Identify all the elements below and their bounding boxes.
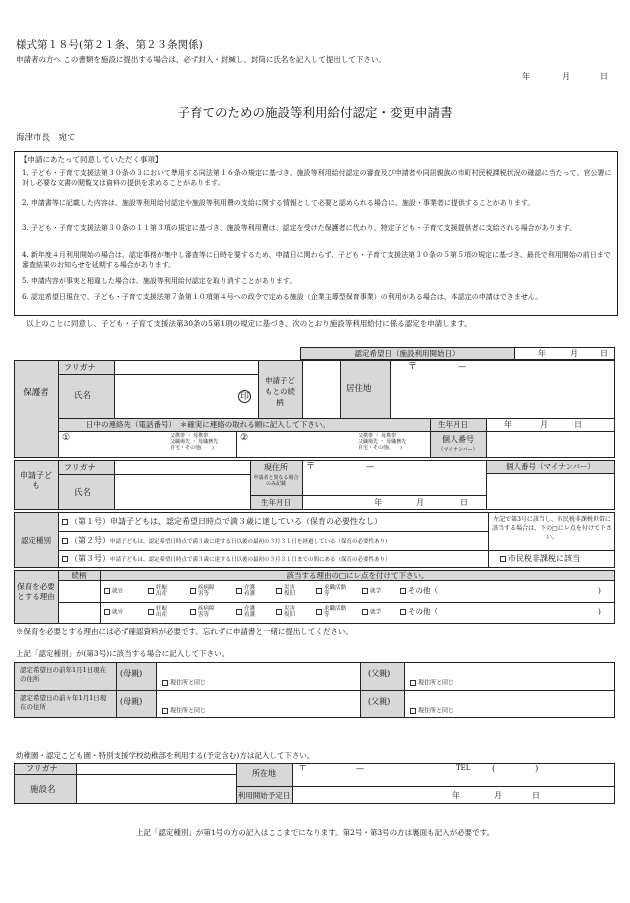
hoiku-row-1 <box>104 585 614 600</box>
header-date-day: 日 <box>600 72 608 81</box>
kibo-day[interactable]: 日 <box>600 349 608 358</box>
checkbox-icon[interactable] <box>148 609 154 615</box>
header-date-year: 年 <box>522 72 530 81</box>
child-furigana-label: フリガナ <box>64 463 96 472</box>
sec3-row2-label: 認定希望日の前々年1月1日現在の住所 <box>20 694 107 711</box>
sec4-facility-label: 施設名 <box>30 785 56 795</box>
instruction: 申請者の方へ この書類を施設に提出する場合は、必ず封入・封緘し、封筒に氏名を記入して提出して下さい。 <box>16 55 386 64</box>
child-birth-month[interactable]: 月 <box>416 498 424 507</box>
guardian-mynumber-sub: （マイナンバー） <box>438 447 478 453</box>
guardian-mynumber-label: 個人番号 <box>442 435 474 444</box>
sec3-same-mother-1[interactable]: 現住所と同じ <box>162 680 206 687</box>
guardian-label: 保護者 <box>23 388 49 398</box>
child-name-label: 氏名 <box>74 488 92 498</box>
contact-header: 日中の連絡先（電話番号） ＊確実に連絡の取れる順に記入して下さい。 <box>86 420 330 429</box>
contact-2-label: ② <box>240 433 249 443</box>
seal-icon: 印 <box>239 392 249 402</box>
sec4-tel-label: TEL <box>456 764 471 772</box>
child-birth-year[interactable]: 年 <box>374 498 382 507</box>
guardian-name-label: 氏名 <box>74 391 92 401</box>
reason-2-3[interactable]: 疾病障害等 <box>190 606 218 618</box>
sec4-start-month[interactable]: 月 <box>494 791 502 800</box>
nintei-opt2[interactable]: （第２号）申請子どもは、認定希望日時点で満３歳に達する日以後の最初の３月３１日を経過している（保育の必要性あり） <box>62 537 391 546</box>
footer-note: 上記「認定種別」が第1号の方の記入はここまでになります。第2号・第3号の方は裏面も記入が必要です。 <box>135 828 495 837</box>
reason-1-1[interactable]: 就労 <box>104 588 123 595</box>
reason-1-7[interactable]: 就学 <box>362 588 381 595</box>
checkbox-icon[interactable] <box>162 680 168 686</box>
sec3-same-father-2[interactable]: 現住所と同じ <box>410 708 454 715</box>
reason-1-6[interactable]: 求職活動等 <box>316 585 346 597</box>
reason-1-5[interactable]: 災害復旧 <box>276 585 298 597</box>
reason-2-5[interactable]: 災害復旧 <box>276 606 298 618</box>
reason-1-2[interactable]: 妊娠出産 <box>148 585 170 597</box>
checkbox-icon[interactable] <box>62 519 68 525</box>
child-label: 申請子ども <box>20 471 52 490</box>
reason-1-close: ) <box>598 586 601 595</box>
consent-item-6: 6. 認定希望日現在で、子ども・子育て支援法第７条第１０項第４号への政令で定める施設（企業主導型保育事業）の利用がある場合は、本認定の申請はできません。 <box>22 293 543 301</box>
guardian-birth-day[interactable]: 日 <box>574 420 582 429</box>
guardian-birth-year[interactable]: 年 <box>504 420 512 429</box>
reason-2-2[interactable]: 妊娠出産 <box>148 606 170 618</box>
page-title: 子育てのための施設等利用給付認定・変更申請書 <box>177 105 453 120</box>
sec4-furigana: フリガナ <box>26 764 58 773</box>
checkbox-icon[interactable] <box>62 538 68 544</box>
checkbox-icon[interactable] <box>190 609 196 615</box>
sec3-intro: 上記「認定種別」が(第3号)に該当する場合に記入して下さい。 <box>16 649 230 658</box>
consent-agree: 以上のことに同意し、子ども・子育て支援法第30条の5第1項の規定に基づき、次のとおり施設等利用給付に係る認定を申請します。 <box>26 319 472 328</box>
nintei-opt3[interactable]: （第３号）申請子どもは、認定希望日時点で満３歳に達する日以後の最初の３月３１日までの間にある（保育の必要性あり） <box>62 555 391 564</box>
sec4-location-label: 所在地 <box>252 769 276 778</box>
checkbox-icon[interactable] <box>500 556 506 562</box>
child-postal-dash: — <box>366 462 374 471</box>
current-address-sub: 申請者と異なる場合のみ記載 <box>253 475 299 487</box>
hoiku-relation-col: 続柄 <box>71 571 87 580</box>
relation-label: 申請子どもとの続柄 <box>265 376 295 407</box>
guardian-name-input[interactable] <box>116 376 254 416</box>
sec3-row1-label: 認定希望日の前年1月1日現在の住所 <box>20 666 107 683</box>
checkbox-icon[interactable] <box>104 609 110 615</box>
checkbox-icon[interactable] <box>162 708 168 714</box>
checkbox-icon[interactable] <box>62 556 68 562</box>
residence-label: 居住地 <box>346 384 372 394</box>
reason-1-4[interactable]: 介護看護 <box>236 585 258 597</box>
sec3-same-mother-2[interactable]: 現住所と同じ <box>162 708 206 715</box>
checkbox-icon[interactable] <box>400 588 406 594</box>
hikazei-checkbox[interactable]: 市民税非課税に該当 <box>500 555 580 563</box>
consent-item-2: 2. 申請書等に記載した内容は、施設等利用給付認定や施設等利用費の支給に関する情報として必要と認められる場合に、施設・事業者に提供することがあります。 <box>22 199 535 207</box>
nintei-opt1[interactable]: （第１号）申請子どもは、認定希望日時点で満３歳に達している（保育の必要性なし） <box>62 518 382 526</box>
reason-2-6[interactable]: 求職活動等 <box>316 606 346 618</box>
reason-2-close: ) <box>598 607 601 616</box>
current-address-label: 現住所 <box>264 463 288 472</box>
form-id: 様式第１８号(第２１条、第２３条関係) <box>16 39 203 51</box>
sec4-start-label: 利用開始予定日 <box>237 791 291 800</box>
contact-1-options: 父携帯 ・ 母携帯 父職場先 ・ 母職務先 自宅・その他( ) <box>170 433 219 451</box>
child-mynumber-label: 個人番号（マイナンバー） <box>506 462 595 471</box>
checkbox-icon[interactable] <box>276 609 282 615</box>
sec4-postal-icon: 〒 <box>298 763 308 773</box>
reason-2-8[interactable]: その他（ <box>400 608 438 616</box>
sec3-father-1: (父親) <box>368 669 391 678</box>
sec4-postal-dash: — <box>356 764 364 773</box>
consent-item-5: 5. 申請内容が事実と相違した場合は、施設等利用給付認定を取り消すことがあります。 <box>22 277 297 285</box>
contact-2-options: 父携帯 ・ 母携帯 父職場先 ・ 母職務先 自宅・その他( ) <box>358 433 407 451</box>
sec3-mother-2: (母親) <box>120 697 143 706</box>
sec4-intro: 幼稚園・認定こども園・特別支援学校幼稚部を利用する(予定含む)方は記入して下さい。 <box>16 751 315 760</box>
guardian-birth-label: 生年月日 <box>438 420 468 429</box>
kibo-label: 認定希望日（施設利用開始日） <box>354 349 460 358</box>
reason-2-4[interactable]: 介護看護 <box>236 606 258 618</box>
addressee: 海津市長 宛て <box>16 133 76 143</box>
sec3-mother-1: (母親) <box>120 669 143 678</box>
checkbox-icon[interactable] <box>362 609 368 615</box>
required-note: ※保育を必要とする理由には必ず確認資料が必要です。忘れずに申請書と一緒に提出してください。 <box>16 627 353 636</box>
checkbox-icon[interactable] <box>236 588 242 594</box>
guardian-birth-month[interactable]: 月 <box>540 420 548 429</box>
contact-1-label: ① <box>62 433 71 443</box>
nintei-label: 認定種別 <box>21 536 51 545</box>
sec4-start-day[interactable]: 日 <box>532 791 540 800</box>
checkbox-icon[interactable] <box>400 609 406 615</box>
hoiku-reason-header: 該当する理由の□にレ点を付けて下さい。 <box>286 571 429 580</box>
reason-2-1[interactable]: 就労 <box>104 609 123 616</box>
child-birth-day[interactable]: 日 <box>460 498 468 507</box>
postal-icon: 〒 <box>408 362 418 372</box>
kibo-year[interactable]: 年 <box>538 349 546 358</box>
sec4-tel-paren[interactable]: ( ) <box>492 764 539 773</box>
sec3-father-2: (父親) <box>368 697 391 706</box>
kibo-month[interactable]: 月 <box>570 349 578 358</box>
checkbox-icon[interactable] <box>410 680 416 686</box>
guardian-furigana-label: フリガナ <box>64 363 96 372</box>
consent-item-4: 4. 新年度４月利用開始の場合は、認定事務が集中し審査等に日時を要するため、申請日に関わらず、子ども・子育て支援法第３０条の５第５項の規定に基づき、最長で利用開始の前日まで審査結果のお知らせを延期する場合があります。 <box>22 251 611 269</box>
nintei-side-note: 左記で第3号に該当し、市民税非課税世帯に該当する場合は、下の□にレ点を付けて下さい。 <box>492 516 612 541</box>
checkbox-icon[interactable] <box>236 609 242 615</box>
hoiku-row-2 <box>104 606 614 621</box>
checkbox-icon[interactable] <box>362 588 368 594</box>
consent-item-3: 3. 子ども・子育て支援法第３０条の１１第３項の規定に基づき、施設等利用費は、認定を受けた保護者に代わり、特定子ども・子育て支援提供者に支給される場合があります。 <box>22 224 577 232</box>
sec3-same-father-1[interactable]: 現住所と同じ <box>410 680 454 687</box>
checkbox-icon[interactable] <box>410 708 416 714</box>
postal-dash: — <box>458 362 466 371</box>
header-date-month: 月 <box>562 72 570 81</box>
child-postal-icon: 〒 <box>306 462 316 472</box>
hoiku-label: 保育を必要とする理由 <box>17 582 55 601</box>
reason-1-3[interactable]: 疾病障害等 <box>190 585 218 597</box>
checkbox-icon[interactable] <box>316 609 322 615</box>
sec4-start-year[interactable]: 年 <box>452 791 460 800</box>
checkbox-icon[interactable] <box>148 588 154 594</box>
reason-1-8[interactable]: その他（ <box>400 587 438 595</box>
checkbox-icon[interactable] <box>190 588 196 594</box>
checkbox-icon[interactable] <box>276 588 282 594</box>
reason-2-7[interactable]: 就学 <box>362 609 381 616</box>
consent-item-1: 1. 子ども・子育て支援法第３０条の３において準用する同法第１６条の規定に基づき、施設等利用給付認定の審査及び申請者や同居親族の市町村民税課税状況の確認に当たって、官公署に対し必要な文書の閲覧又は資料の提供を求めることがあります。 <box>22 169 612 187</box>
consent-heading: 【申請にあたって同意していただく事項】 <box>20 155 163 164</box>
child-birth-label: 生年月日 <box>261 498 291 507</box>
checkbox-icon[interactable] <box>104 588 110 594</box>
checkbox-icon[interactable] <box>316 588 322 594</box>
